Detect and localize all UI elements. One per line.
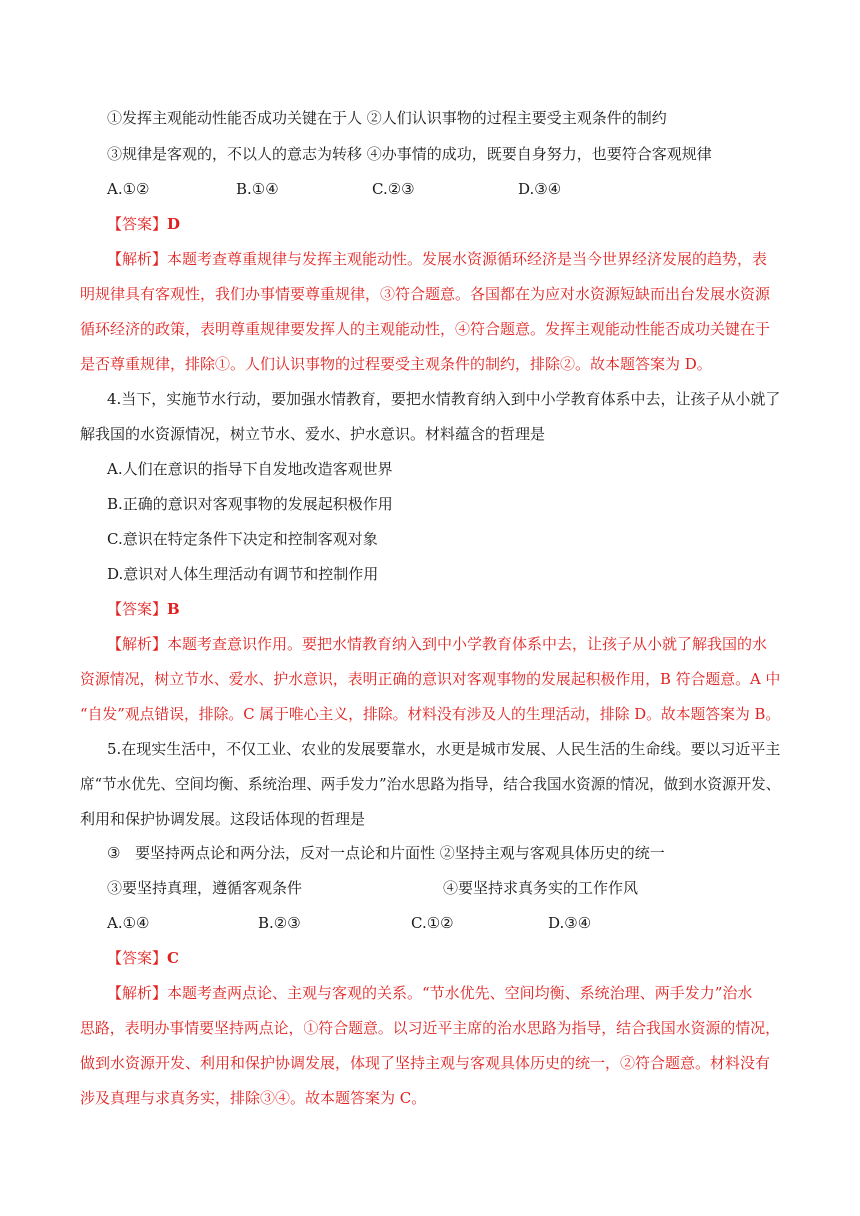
q4-analysis-line-3: “自发”观点错误，排除。C 属于唯心主义，排除。材料没有涉及人的生理活动，排除 D。故本题答案为 B。 — [80, 705, 781, 723]
analysis-tag: 【解析】 — [107, 984, 168, 1002]
q4-stem-line-1: 4.当下，实施节水行动，要加强水情教育，要把水情教育纳入到中小学教育体系中去，让孩子从小就了 — [107, 390, 781, 408]
analysis-text: 本题考查两点论、主观与客观的关系。“节水优先、空间均衡、系统治理、两手发力”治水 — [167, 984, 753, 1002]
q5-option-a: A.①④ — [107, 914, 150, 932]
analysis-tag: 【解析】 — [107, 635, 168, 653]
q3-analysis-line-4: 是否尊重规律，排除①。人们认识事物的过程要受主观条件的制约，排除②。故本题答案为 D。 — [80, 355, 712, 373]
q3-statement-line-1: ①发挥主观能动性能否成功关键在于人 ②人们认识事物的过程主要受主观条件的制约 — [107, 109, 667, 127]
q5-stem-line-1: 5.在现实生活中，不仅工业、农业的发展要靠水，水更是城市发展、人民生活的生命线。要以习近平主 — [107, 740, 781, 758]
answer-value: C — [167, 949, 179, 967]
analysis-text: 本题考查尊重规律与发挥主观能动性。发展水资源循环经济是当今世界经济发展的趋势，表 — [167, 250, 768, 268]
q3-statement-line-2: ③规律是客观的，不以人的意志为转移 ④办事情的成功，既要自身努力，也要符合客观规律 — [107, 145, 712, 163]
answer-tag: 【答案】 — [107, 949, 168, 967]
q4-option-c: C.意识在特定条件下决定和控制客观对象 — [107, 530, 378, 548]
q3-analysis-line-1 — [107, 249, 767, 269]
q3-analysis-line-2: 明规律具有客观性，我们办事情要尊重规律，③符合题意。各国都在为应对水资源短缺而出台发展水资源 — [80, 285, 771, 303]
q5-analysis-line-4: 涉及真理与求真务实，排除③④。故本题答案为 C。 — [80, 1089, 427, 1107]
answer-tag: 【答案】 — [107, 215, 168, 233]
q5-option-c: C.①② — [411, 914, 454, 932]
q5-statement-3: ③要坚持真理，遵循客观条件 — [107, 879, 303, 897]
q5-option-d: D.③④ — [548, 914, 592, 932]
q4-analysis-line-2: 资源情况，树立节水、爱水、护水意识，表明正确的意识对客观事物的发展起积极作用，B 符合题意。A 中 — [80, 670, 781, 688]
q4-analysis-line-1 — [107, 634, 767, 654]
answer-value: B — [167, 600, 180, 618]
q5-stem-line-3: 利用和保护协调发展。这段话体现的哲理是 — [80, 810, 366, 828]
analysis-tag: 【解析】 — [107, 250, 168, 268]
q5-option-b: B.②③ — [258, 914, 301, 932]
q5-statement-1: 要坚持两点论和两分法，反对一点论和片面性 ②坚持主观与客观具体历史的统一 — [135, 844, 665, 862]
q3-analysis-line-3: 循环经济的政策，表明尊重规律要发挥人的主观能动性，④符合题意。发挥主观能动性能否成功关键在于 — [80, 320, 771, 338]
q5-analysis-line-3: 做到水资源开发、利用和保护协调发展，体现了坚持主观与客观具体历史的统一，②符合题意。材料没有 — [80, 1054, 771, 1072]
q5-statement-1-number: ③ — [107, 844, 121, 862]
q4-stem-line-2: 解我国的水资源情况，树立节水、爱水、护水意识。材料蕴含的哲理是 — [80, 425, 546, 443]
q3-option-b: B.①④ — [236, 180, 279, 198]
q3-option-d: D.③④ — [518, 180, 562, 198]
q5-analysis-line-2: 思路，表明办事情要坚持两点论，①符合题意。以习近平主席的治水思路为指导，结合我国水资源的情况， — [80, 1019, 781, 1037]
q5-statement-4: ④要坚持求真务实的工作作风 — [443, 879, 639, 897]
q5-answer — [107, 948, 179, 968]
q4-option-d: D.意识对人体生理活动有调节和控制作用 — [107, 565, 379, 583]
q5-stem-line-2: 席“节水优先、空间均衡、系统治理、两手发力”治水思路为指导，结合我国水资源的情况，做到水资源开发、 — [80, 775, 781, 793]
q3-answer — [107, 214, 180, 234]
analysis-text: 本题考查意识作用。要把水情教育纳入到中小学教育体系中去，让孩子从小就了解我国的水 — [167, 635, 768, 653]
q4-option-a: A.人们在意识的指导下自发地改造客观世界 — [107, 460, 393, 478]
q3-option-a: A.①② — [107, 180, 150, 198]
answer-value: D — [167, 215, 181, 233]
answer-tag: 【答案】 — [107, 600, 168, 618]
q5-analysis-line-1 — [107, 983, 752, 1003]
q3-option-c: C.②③ — [372, 180, 415, 198]
q4-answer — [107, 599, 180, 619]
q4-option-b: B.正确的意识对客观事物的发展起积极作用 — [107, 495, 393, 513]
